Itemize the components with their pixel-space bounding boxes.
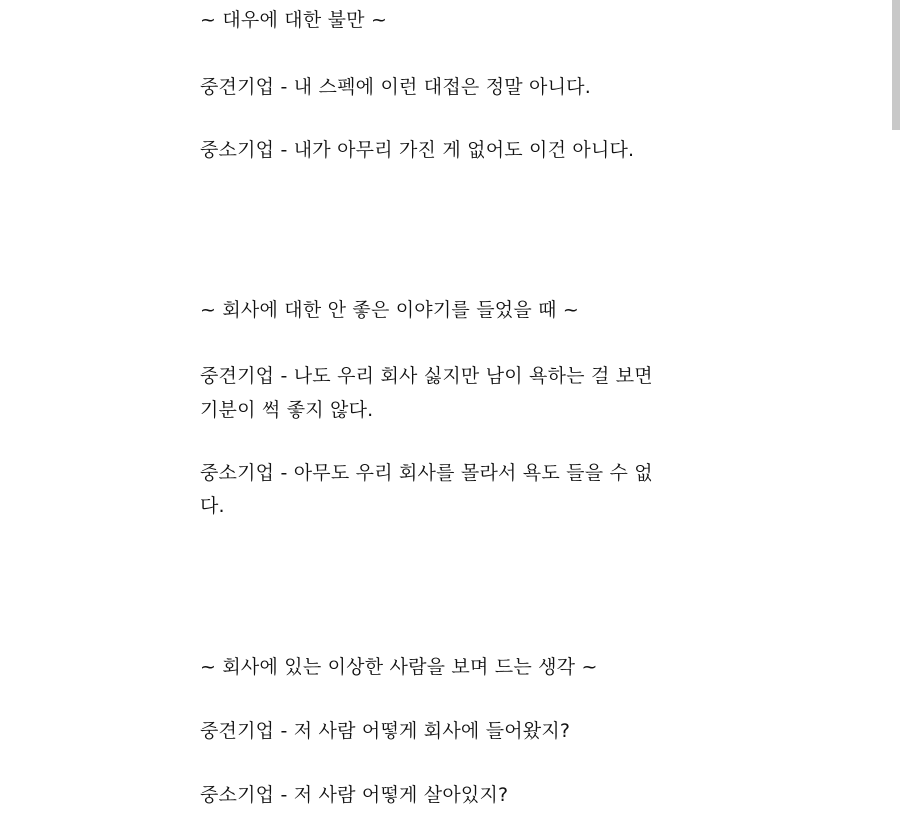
list-item: 중소기업 - 내가 아무리 가진 게 없어도 이건 아니다. [200,139,635,161]
section-heading-weird-person: ~ 회사에 있는 이상한 사람을 보며 드는 생각 ~ [200,656,598,678]
section-heading-bad-talk: ~ 회사에 대한 안 좋은 이야기를 들었을 때 ~ [200,299,580,321]
list-item: 기분이 썩 좋지 않다. [200,399,374,421]
list-item: 다. [200,495,225,517]
list-item: 중소기업 - 저 사람 어떻게 살아있지? [200,784,509,806]
list-item: 중견기업 - 저 사람 어떻게 회사에 들어왔지? [200,720,571,742]
list-item: 중소기업 - 아무도 우리 회사를 몰라서 욕도 들을 수 없 [200,462,653,484]
scrollbar-thumb[interactable] [892,0,900,130]
list-item: 중견기업 - 내 스펙에 이런 대접은 정말 아니다. [200,76,591,98]
list-item: 중견기업 - 나도 우리 회사 싫지만 남이 욕하는 걸 보면 [200,365,653,387]
section-heading-treatment: ~ 대우에 대한 불만 ~ [200,9,388,31]
